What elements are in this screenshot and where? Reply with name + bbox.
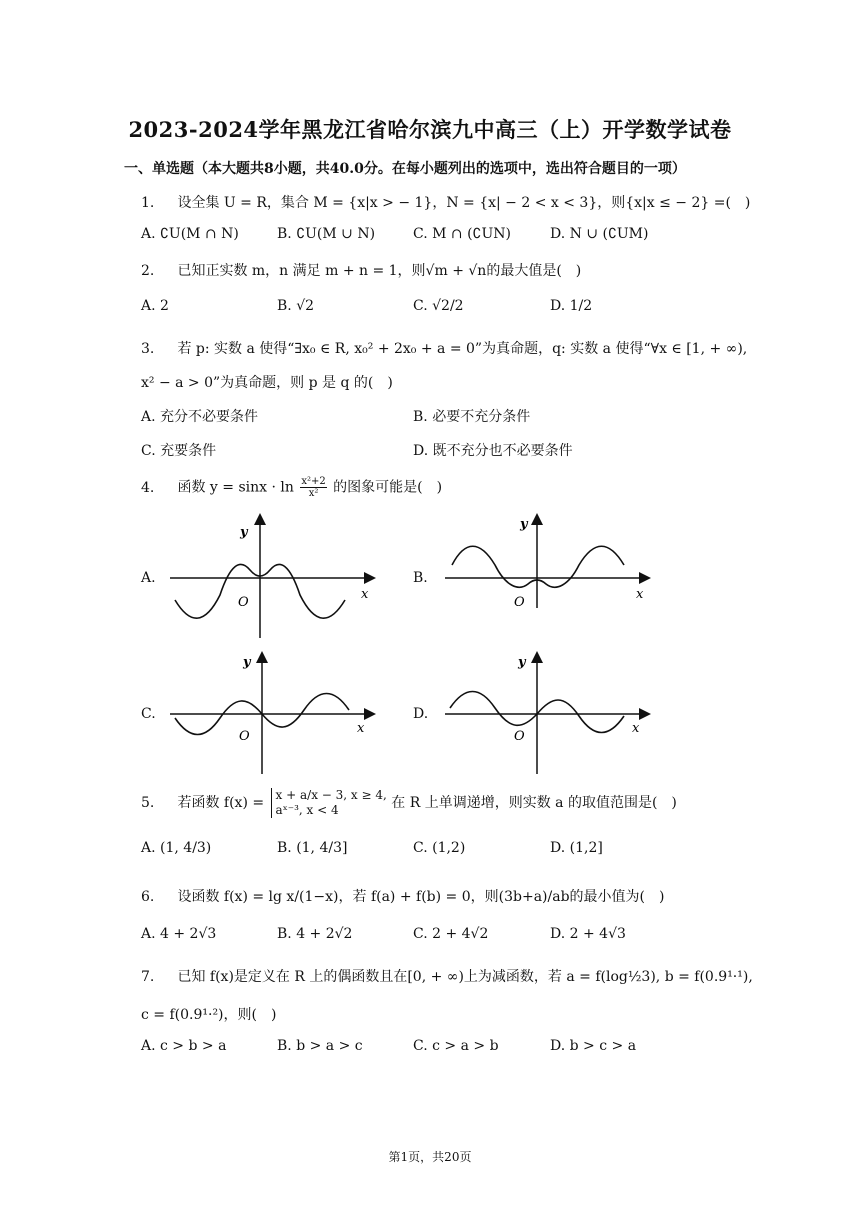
graph-c[interactable] [165,648,380,776]
q6-option-c[interactable]: C. 2 + 4√2 [413,926,489,942]
question-number: 1. [141,195,155,211]
q3-option-a[interactable]: A. 充分不必要条件 [141,409,259,425]
question-number: 4. [141,479,155,496]
origin-label: O [238,595,249,610]
q3-option-c[interactable]: C. 充要条件 [141,443,217,459]
question-stem: 设函数 f(x) = lg x/(1−x)，若 f(a) + f(b) = 0，则(3b+a)/ab的最小值为( ) [177,889,665,905]
q5-option-d[interactable]: D. (1,2] [550,840,603,856]
q6-option-a[interactable]: A. 4 + 2√3 [141,926,217,942]
question-6 [141,886,664,906]
q4-option-d-label[interactable]: D. [413,706,429,722]
x-label: x [361,587,369,602]
q1-option-d[interactable]: D. N ∪ (∁UM) [550,226,649,242]
x-label: x [632,721,640,736]
question-number: 7. [141,969,155,985]
q3-option-b[interactable]: B. 必要不充分条件 [413,409,531,425]
question-stem-continued: x² − a > 0”为真命题，则 p 是 q 的( ) [141,375,393,391]
page-footer: 第1页，共20页 [388,1150,472,1164]
question-stem-continued: c = f(0.9¹·²)，则( ) [141,1007,277,1023]
q4-option-c-label[interactable]: C. [141,706,156,722]
curve [452,546,624,587]
piecewise-definition [271,788,387,818]
origin-label: O [514,729,525,744]
page-title: 2023-2024学年黑龙江省哈尔滨九中高三（上）开学数学试卷 [128,117,732,142]
q1-option-a[interactable]: A. ∁U(M ∩ N) [141,226,239,242]
y-label: y [240,525,248,540]
question-stem-suffix: 在 R 上单调递增，则实数 a 的取值范围是( ) [391,795,677,811]
question-number: 3. [141,341,155,357]
q1-option-b[interactable]: B. ∁U(M ∪ N) [277,226,376,242]
q2-option-a[interactable]: A. 2 [141,298,169,314]
piece-1: x + a/x − 3, x ≥ 4, [275,788,387,802]
q4-option-a-label[interactable]: A. [141,570,156,586]
q2-option-c[interactable]: C. √2/2 [413,298,464,314]
question-stem: 设全集 U = R，集合 M = {x|x > − 1}，N = {x| − 2 < x < 3}，则{x|x ≤ − 2} =( ) [177,195,751,211]
question-number: 5. [141,795,155,811]
q6-option-d[interactable]: D. 2 + 4√3 [550,926,626,942]
question-2 [141,260,581,280]
q7-option-d[interactable]: D. b > c > a [550,1038,637,1054]
x-label: x [636,587,644,602]
question-5 [141,788,677,818]
q5-option-b[interactable]: B. (1, 4/3] [277,840,348,856]
question-number: 2. [141,263,155,279]
question-1 [141,192,750,212]
q6-option-b[interactable]: B. 4 + 2√2 [277,926,353,942]
q5-option-c[interactable]: C. (1,2) [413,840,466,856]
q1-option-c[interactable]: C. M ∩ (∁UN) [413,226,511,242]
question-stem: 已知 f(x)是定义在 R 上的偶函数且在[0, + ∞)上为减函数，若 a = f(log½3), b = f(0.9¹·¹), [177,969,753,985]
q2-option-b[interactable]: B. √2 [277,298,315,314]
question-3 [141,338,747,358]
graph-a[interactable] [165,510,380,640]
graph-b[interactable] [440,510,655,610]
graph-d[interactable] [440,648,655,776]
question-stem-prefix: 若函数 f(x) = [177,795,265,811]
origin-label: O [514,595,525,610]
question-stem: 若 p: 实数 a 使得“∃x₀ ∈ R, x₀² + 2x₀ + a = 0”为真命题，q: 实数 a 使得“∀x ∈ [1, + ∞), [177,341,748,357]
question-4 [141,476,442,499]
x-label: x [357,721,365,736]
y-label: y [518,655,526,670]
q7-option-a[interactable]: A. c > b > a [141,1038,227,1054]
fraction-denominator: x² [308,488,319,499]
question-stem-prefix: 函数 y = sinx · ln [177,479,294,496]
question-stem: 已知正实数 m，n 满足 m + n = 1，则√m + √n的最大值是( ) [177,263,582,279]
question-7 [141,966,753,986]
origin-label: O [239,729,250,744]
fraction-numerator: x²+2 [301,476,326,487]
piece-2: aˣ⁻³, x < 4 [275,803,339,817]
q2-option-d[interactable]: D. 1/2 [550,298,593,314]
q5-option-a[interactable]: A. (1, 4/3) [141,840,212,856]
q7-option-b[interactable]: B. b > a > c [277,1038,363,1054]
question-stem-suffix: 的图象可能是( ) [333,479,443,496]
y-label: y [520,517,528,532]
question-number: 6. [141,889,155,905]
fraction [300,476,326,499]
y-label: y [243,655,251,670]
q4-option-b-label[interactable]: B. [413,570,428,586]
q3-option-d[interactable]: D. 既不充分也不必要条件 [413,443,573,459]
q7-option-c[interactable]: C. c > a > b [413,1038,499,1054]
section-heading: 一、单选题（本大题共8小题，共40.0分。在每小题列出的选项中，选出符合题目的一项） [124,161,686,177]
